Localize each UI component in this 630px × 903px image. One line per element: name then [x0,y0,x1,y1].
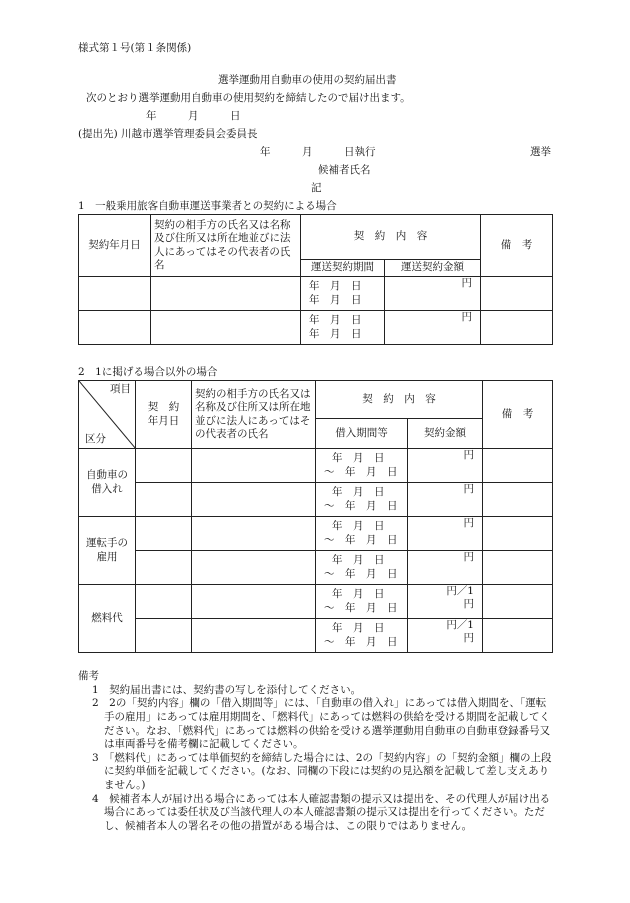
s2-col-amount: 契約金額 [408,419,483,449]
s1-col-period: 運送契約期間 [301,260,385,277]
submit-to: (提出先) 川越市選挙管理委員会委員長 [78,128,258,140]
s2-col-content: 契 約 内 容 [316,381,483,419]
s2-corner-cell [79,381,136,449]
notes-title: 備考 [78,670,99,682]
table-row: 運転手の雇用 年 月 日 ～ 年 月 日 円 [79,517,553,551]
section2-table [78,380,553,653]
document-title: 選挙運動用自動車の使用の契約届出書 [218,74,397,86]
section1-table [78,214,553,345]
section2-heading: 2 1に掲げる場合以外の場合 [78,366,218,378]
s2-col-date: 契 約 年月日 [136,381,192,449]
s2-col-party: 契約の相手方の氏名又は名称及び住所又は所在地並びに法人にあってはその代表者の氏名 [192,381,316,449]
s1-col-notes: 備 考 [481,215,553,277]
s1-col-party: 契約の相手方の氏名又は名称及び住所又は所在地並びに法人にあってはその代表者の氏名 [151,215,301,277]
note-1: 1 契約届出書には、契約書の写しを添付してください。 [92,683,362,696]
section1-heading: 1 一般乗用旅客自動車運送事業者との契約による場合 [78,200,337,212]
election-date: 年 月 日執行 [260,146,376,158]
notes-section [78,670,552,834]
intro-text: 次のとおり選挙運動用自動車の使用契約を締結したので届け出ます。 [86,92,411,104]
table-row: 年 月 日 ～ 年 月 日 円 [79,483,553,517]
s2-corner-bottom: 区分 [85,432,106,445]
note-4: 4 候補者本人が届け出る場合にあっては本人確認書類の提示又は提出を、その代理人が届け出る場合にあっては委任状及び当該代理人の本人確認書類の提示又は提出を行ってください。ただし、候補者本人の署名その他の措置がある場合は、この限りではありません。 [92,792,551,833]
s1-col-amount: 運送契約金額 [385,260,481,277]
s2-cat-driver: 運転手の雇用 [79,517,136,585]
s1-col-date: 契約年月日 [79,215,151,277]
submission-date: 年 月 日 [146,110,241,122]
s2-corner-top: 項目 [110,383,131,395]
table-row: 年 月 日 年 月 日 円 [79,277,553,311]
s2-cat-fuel: 燃料代 [79,585,136,653]
ki-mark: 記 [311,182,322,194]
election-suffix: 選挙 [530,146,551,158]
s1-col-content: 契 約 内 容 [301,215,481,260]
table-row: 年 月 日 ～ 年 月 日 円 [79,551,553,585]
s2-cat-car: 自動車の借入れ [79,449,136,517]
candidate-name-label: 候補者氏名 [318,164,371,176]
table-row: 自動車の借入れ 年 月 日 ～ 年 月 日 円 [79,449,553,483]
note-3: 3 「燃料代」にあっては単価契約を締結した場合には、2の「契約内容」の「契約金額」欄の上段に契約単価を記載してください。(なお、同欄の下段には契約の見込額を記載して差し支えありません。) [92,751,552,792]
table-row: 燃料代 年 月 日 ～ 年 月 日 円／1 円 [79,585,553,619]
table-row: 年 月 日 ～ 年 月 日 円／1 円 [79,619,553,653]
s2-col-notes: 備 考 [483,381,553,449]
form-number: 様式第１号(第１条関係) [78,42,192,54]
s2-col-period: 借入期間等 [316,419,408,449]
note-2: 2 2の「契約内容」欄の「借入期間等」には、「自動車の借入れ」にあっては借入期間を、「運転手の雇用」にあっては雇用期間を、「燃料代」にあっては燃料の供給を受ける期間を記載してください。なお、「燃料代」にあっては燃料の供給を受ける選挙運動用自動車の自動車登録番号又は車両番号を備考欄に記載してください。 [92,697,551,751]
table-row: 年 月 日 年 月 日 円 [79,311,553,345]
